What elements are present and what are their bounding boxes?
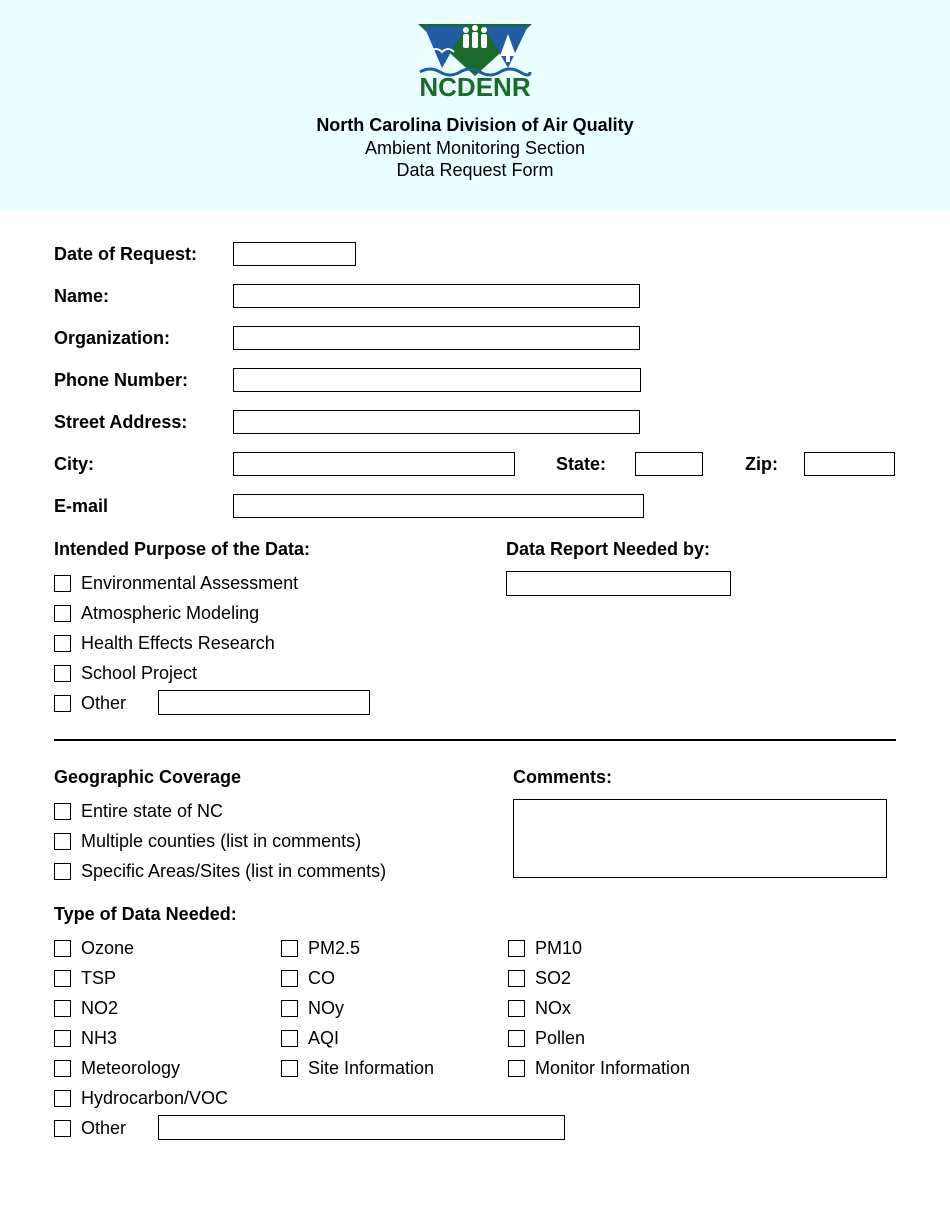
option-label: PM10 — [535, 938, 583, 958]
zip-input[interactable] — [804, 452, 895, 476]
state-input[interactable] — [635, 452, 703, 476]
option-label: NH3 — [81, 1028, 118, 1048]
checkbox[interactable] — [281, 970, 298, 987]
option-label: Monitor Information — [535, 1058, 691, 1078]
form-title: Data Request Form — [396, 160, 554, 180]
name-input[interactable] — [233, 284, 640, 308]
purpose-heading: Intended Purpose of the Data: — [54, 539, 311, 559]
geo-option[interactable] — [54, 830, 361, 852]
checkbox[interactable] — [281, 1000, 298, 1017]
option-label: PM2.5 — [308, 938, 361, 958]
option-label: NOy — [308, 998, 344, 1018]
data-type-option[interactable] — [508, 1057, 690, 1079]
needed-by-input[interactable] — [506, 571, 731, 596]
option-label: Site Information — [308, 1058, 435, 1078]
checkbox[interactable] — [54, 1060, 71, 1077]
purpose-option-other[interactable] — [54, 692, 126, 714]
ncdenr-logo — [416, 22, 534, 98]
purpose-option[interactable] — [54, 602, 259, 624]
checkbox[interactable] — [281, 1030, 298, 1047]
purpose-option[interactable] — [54, 662, 197, 684]
data-type-option[interactable] — [508, 967, 571, 989]
data-type-option[interactable] — [281, 1057, 434, 1079]
checkbox[interactable] — [508, 970, 525, 987]
option-label: Entire state of NC — [81, 801, 224, 821]
checkbox[interactable] — [54, 940, 71, 957]
city-input[interactable] — [233, 452, 515, 476]
street-address-input[interactable] — [233, 410, 640, 434]
checkbox[interactable] — [54, 575, 71, 592]
data-type-option[interactable] — [54, 1027, 117, 1049]
option-label: AQI — [308, 1028, 340, 1048]
option-label: Atmospheric Modeling — [81, 603, 260, 623]
checkbox[interactable] — [54, 833, 71, 850]
option-label: Specific Areas/Sites (list in comments) — [81, 861, 387, 881]
checkbox[interactable] — [508, 1030, 525, 1047]
email-label: E-mail — [54, 496, 109, 516]
phone-input[interactable] — [233, 368, 641, 392]
data-type-option-other[interactable] — [54, 1117, 126, 1139]
data-type-option[interactable] — [508, 1027, 585, 1049]
zip-label: Zip: — [745, 454, 778, 474]
checkbox[interactable] — [281, 940, 298, 957]
header-banner — [0, 0, 950, 210]
logo-text: NCDENR — [419, 72, 531, 98]
checkbox[interactable] — [54, 665, 71, 682]
option-label: School Project — [81, 663, 198, 683]
checkbox[interactable] — [508, 940, 525, 957]
checkbox[interactable] — [281, 1060, 298, 1077]
option-label: Other — [81, 693, 127, 713]
option-label: Environmental Assessment — [81, 573, 299, 593]
geo-heading: Geographic Coverage — [54, 767, 242, 787]
geo-option[interactable] — [54, 860, 386, 882]
data-type-option[interactable] — [54, 1057, 180, 1079]
checkbox[interactable] — [54, 1090, 71, 1107]
option-label: Other — [81, 1118, 127, 1138]
data-type-option[interactable] — [54, 1087, 228, 1109]
phone-label: Phone Number: — [54, 370, 189, 390]
data-type-heading: Type of Data Needed: — [54, 904, 237, 924]
data-type-option[interactable] — [54, 937, 134, 959]
option-label: SO2 — [535, 968, 572, 988]
name-label: Name: — [54, 286, 110, 306]
checkbox[interactable] — [54, 803, 71, 820]
option-label: Pollen — [535, 1028, 586, 1048]
purpose-option[interactable] — [54, 632, 275, 654]
checkbox[interactable] — [54, 863, 71, 880]
agency-title: North Carolina Division of Air Quality — [316, 115, 634, 135]
data-type-option[interactable] — [281, 937, 360, 959]
section-divider — [54, 739, 896, 741]
street-address-label: Street Address: — [54, 412, 188, 432]
option-label: Health Effects Research — [81, 633, 275, 653]
option-label: Hydrocarbon/VOC — [81, 1088, 229, 1108]
email-input[interactable] — [233, 494, 644, 518]
needed-by-heading: Data Report Needed by: — [506, 539, 711, 559]
option-label: Ozone — [81, 938, 135, 958]
checkbox[interactable] — [508, 1060, 525, 1077]
section-name: Ambient Monitoring Section — [364, 138, 586, 158]
city-label: City: — [54, 454, 94, 474]
data-type-option[interactable] — [281, 997, 344, 1019]
data-type-option[interactable] — [54, 967, 116, 989]
organization-label: Organization: — [54, 328, 170, 348]
checkbox[interactable] — [54, 605, 71, 622]
checkbox[interactable] — [54, 1000, 71, 1017]
date-of-request-label: Date of Request: — [54, 244, 198, 264]
option-label: Meteorology — [81, 1058, 181, 1078]
state-label: State: — [556, 454, 607, 474]
comments-textarea[interactable] — [513, 799, 887, 878]
purpose-other-input[interactable] — [158, 690, 370, 715]
option-label: Multiple counties (list in comments) — [81, 831, 362, 851]
option-label: NO2 — [81, 998, 119, 1018]
data-type-option[interactable] — [54, 997, 118, 1019]
option-label: CO — [308, 968, 335, 988]
data-type-option[interactable] — [508, 997, 571, 1019]
geo-option[interactable] — [54, 800, 223, 822]
date-of-request-input[interactable] — [233, 242, 356, 266]
comments-heading: Comments: — [513, 767, 613, 787]
option-label: TSP — [81, 968, 117, 988]
purpose-option[interactable] — [54, 572, 298, 594]
checkbox[interactable] — [54, 635, 71, 652]
checkbox[interactable] — [54, 1030, 71, 1047]
checkbox[interactable] — [54, 970, 71, 987]
organization-input[interactable] — [233, 326, 640, 350]
checkbox[interactable] — [54, 695, 71, 712]
option-label: NOx — [535, 998, 571, 1018]
data-type-option[interactable] — [281, 1027, 339, 1049]
data-type-option[interactable] — [508, 937, 582, 959]
data-type-option[interactable] — [281, 967, 335, 989]
data-type-other-input[interactable] — [158, 1115, 565, 1140]
checkbox[interactable] — [508, 1000, 525, 1017]
checkbox[interactable] — [54, 1120, 71, 1137]
